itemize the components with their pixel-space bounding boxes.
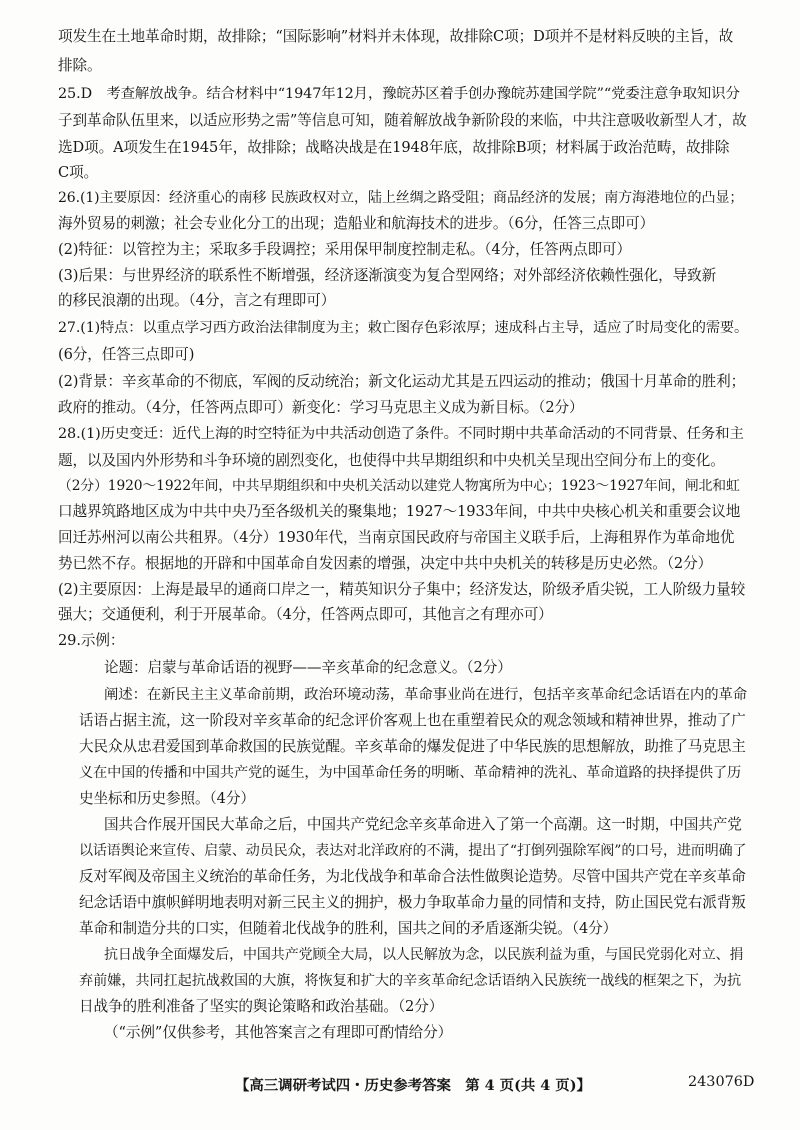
text-line: 弃前嫌，共同扛起抗战救国的大旗，将恢复和扩大的辛亥革命纪念话语纳入民族统一战线的框架之下，为抗 bbox=[79, 973, 742, 989]
text-line: 反对军阀及帝国主义统治的革命任务，为北伐战争和革命合法性做舆论造势。尽管中国共产党在辛亥革命 bbox=[79, 868, 746, 885]
text-line: 的移民浪潮的出现。（4分，言之有理即可） bbox=[58, 292, 336, 309]
text-line: 史坐标和历史参照。（4分） bbox=[79, 790, 255, 807]
text-line: 选D项。A项发生在1945年，故排除；战略决战是在1948年底，故排除B项；材料属于政治范畴，故排除 bbox=[58, 139, 730, 156]
text-line: 义在中国的传播和中国共产党的诞生，为中国革命任务的明晰、革命精神的洗礼、革命道路的抉择提供了历 bbox=[79, 765, 742, 781]
q27-line: 27.(1)特点：以重点学习西方政治法律制度为主；敕亡图存色彩浓厚；速成科占主导，适应了时局变化的需要。 bbox=[58, 320, 749, 336]
q29-line: 29.示例： bbox=[58, 632, 125, 649]
thesis-line: 论题：启蒙与革命话语的视野——辛亥革命的纪念意义。（2分） bbox=[104, 659, 512, 676]
page-footer-code: 243076D bbox=[688, 1074, 755, 1090]
text-line: (3)后果：与世界经济的联系性不断增强，经济逐渐演变为复合型网络；对外部经济依赖性强化，导致新 bbox=[58, 267, 717, 284]
text-line: (2)主要原因：上海是最早的通商口岸之一，精英知识分子集中；经济发达，阶级矛盾尖锐，工人阶级力量较 bbox=[58, 581, 746, 598]
text-line: 话语占据主流，这一阶段对辛亥革命的纪念评价客观上也在重塑着民众的观念领域和精神世界，推动了广 bbox=[79, 712, 746, 729]
text-line: 项发生在土地革命时期，故排除；“国际影响”材料并未体现，故排除C项；D项并不是材料反映的主旨，故 bbox=[58, 28, 734, 45]
note-line: （“示例”仅供参考，其他答案言之有理即可酌情给分） bbox=[104, 1024, 453, 1041]
text-line: (6分，任答三点即可) bbox=[58, 346, 195, 363]
text-line: 子到革命队伍里来，以适应形势之需”等信息可知，随着解放战争新阶段的来临，中共注意吸收新型人才，故 bbox=[58, 112, 747, 129]
page-footer-title: 【高三调研考试四・历史参考答案 第 4 页(共 4 页)】 bbox=[235, 1077, 591, 1094]
q28-line: 28.(1)历史变迁：近代上海的时空特征为中共活动创造了条件。不同时期中共革命活动的不同背景、任务和主 bbox=[58, 426, 744, 442]
text-line: 国共合作展开国民大革命之后，中国共产党纪念辛亥革命进入了第一个高潮。这一时期，中国共产党 bbox=[104, 816, 742, 833]
text-line: 日战争的胜利准备了坚实的舆论策略和政治基础。（2分） bbox=[79, 998, 444, 1015]
text-line: (2)背景：辛亥革命的不彻底，军阀的反动统治；新文化运动尤其是五四运动的推动；俄国十月革命的胜利； bbox=[58, 373, 746, 390]
text-line: (2)特征：以管控为主；采取多手段调控；采用保甲制度控制走私。（4分，任答两点即可） bbox=[58, 241, 632, 258]
q26-line: 26.(1)主要原因：经济重心的南移 民族政权对立，陆上丝绸之路受阻；商品经济的发展；南方海港地位的凸显； bbox=[58, 190, 744, 206]
text-line: 革命和制造分共的口实，但随着北伐战争的胜利，国共之间的矛盾逐渐尖锐。（4分） bbox=[79, 920, 618, 937]
text-line: 排除。 bbox=[58, 57, 102, 74]
text-line: 势已然不存。根据地的开辟和中国革命自发因素的增强，决定中共中央机关的转移是历史必然。（2分） bbox=[58, 555, 713, 572]
text-line: 回迁苏州河以南公共租界。（4分）1930年代，当南京国民政府与帝国主义联手后，上海租界作为革命地优 bbox=[58, 529, 735, 546]
text-line: 口越界筑路地区成为中共中央乃至各级机关的聚集地；1927～1933年间，中共中央核心机关和重要会议地 bbox=[58, 503, 741, 520]
text-line: 大民众从忠君爱国到革命救国的民族觉醒。辛亥革命的爆发促进了中华民族的思想解放，助推了马克思主 bbox=[79, 738, 746, 755]
text-line: 政府的推动。（4分，任答两点即可）新变化：学习马克思主义成为新目标。（2分） bbox=[58, 399, 584, 416]
text-line: 题，以及国内外形势和斗争环境的剧烈变化，也使得中共早期组织和中央机关呈现出空间分布上的变化。 bbox=[58, 452, 725, 469]
text-line: 以话语舆论来宣传、启蒙、动员民众，表达对北洋政府的不满，提出了“打倒列强除军阀”的口号，进而明确了 bbox=[79, 843, 747, 859]
text-line: （2分）1920～1922年间，中共早期组织和中央机关活动以建党人物寓所为中心；1923～1927年间，闸北和虹 bbox=[58, 478, 740, 494]
text-line: C项。 bbox=[58, 164, 99, 181]
text-line: 强大；交通便利，利于开展革命。（4分，任答两点即可，其他言之有理亦可） bbox=[58, 606, 553, 623]
text-line: 抗日战争全面爆发后，中国共产党顾全大局，以人民解放为念，以民族利益为重，与国民党弱化对立、捐 bbox=[104, 947, 744, 963]
text-line: 阐述：在新民主主义革命前期，政治环境动荡，革命事业尚在进行，包括辛亥革命纪念话语在内的革命 bbox=[104, 687, 748, 703]
text-line: 海外贸易的刺激；社会专业化分工的出现；造船业和航海技术的进步。（6分，任答三点即可） bbox=[58, 215, 655, 232]
text-line: 纪念话语中旗帜鲜明地表明对新三民主义的拥护，极力争取革命力量的同情和支持，防止国民党右派背叛 bbox=[79, 894, 746, 911]
q25-line: 25.D 考查解放战争。结合材料中“1947年12月，豫皖苏区着手创办豫皖苏建国学院”“党委注意争取知识分 bbox=[58, 86, 740, 102]
